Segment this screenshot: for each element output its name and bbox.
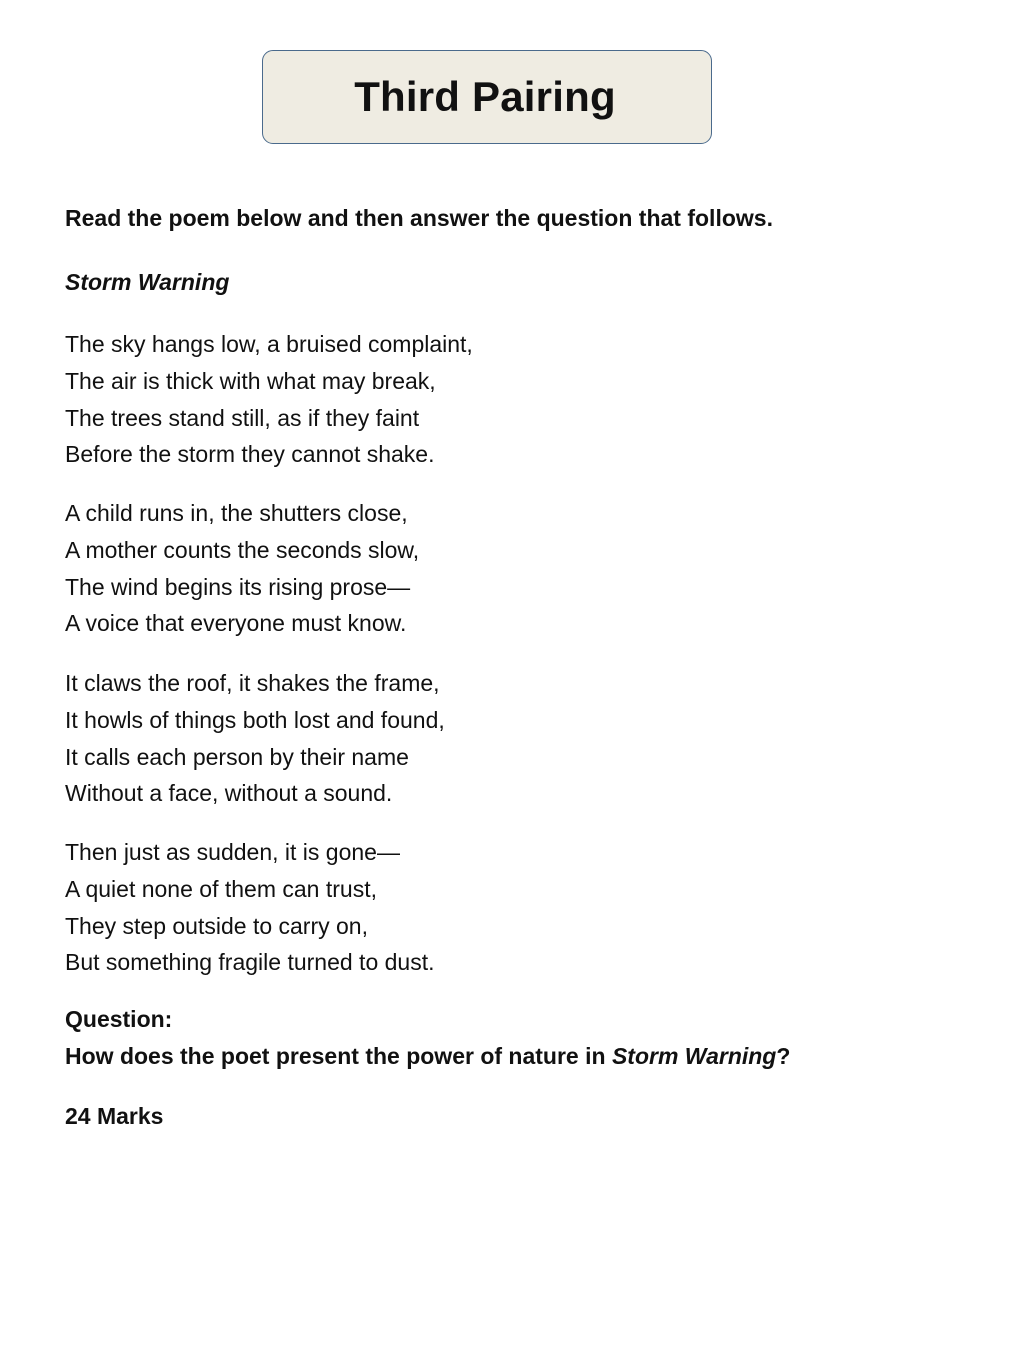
poem-line: But something fragile turned to dust. [65,949,435,976]
poem-stanza-3 [65,665,445,812]
poem-line: A voice that everyone must know. [65,610,407,637]
poem-stanza-4 [65,834,435,981]
poem-line: Without a face, without a sound. [65,780,393,807]
poem-line: The trees stand still, as if they faint [65,404,420,431]
poem-line: Then just as sudden, it is gone— [65,839,400,865]
question-text-after: ? [776,1043,791,1069]
question-text-before: How does the poet present the power of nature in [65,1043,612,1069]
page-title: Third Pairing [354,73,616,120]
question-text [65,1043,790,1070]
poem-line: It claws the roof, it shakes the frame, [65,670,440,696]
poem-line: A quiet none of them can trust, [65,875,377,902]
question-label: Question: [65,1006,173,1032]
poem-line: It calls each person by their name [65,743,409,770]
poem-line: The sky hangs low, a bruised complaint, [65,331,473,357]
poem-line: A mother counts the seconds slow, [65,536,420,563]
poem-line: The air is thick with what may break, [65,367,436,394]
poem-line: The wind begins its rising prose— [65,573,411,600]
poem-line: A child runs in, the shutters close, [65,500,408,526]
poem-title: Storm Warning [65,269,230,295]
marks-label: 24 Marks [65,1103,164,1129]
question-poem-reference: Storm Warning [611,1043,777,1069]
instruction-text: Read the poem below and then answer the question that follows. [65,205,773,231]
poem-stanza-2 [65,495,419,642]
poem-line: They step outside to carry on, [65,912,368,939]
poem-stanza-1 [65,326,473,473]
title-box [262,50,712,144]
poem-line: Before the storm they cannot shake. [65,441,435,468]
poem-line: It howls of things both lost and found, [65,706,445,733]
